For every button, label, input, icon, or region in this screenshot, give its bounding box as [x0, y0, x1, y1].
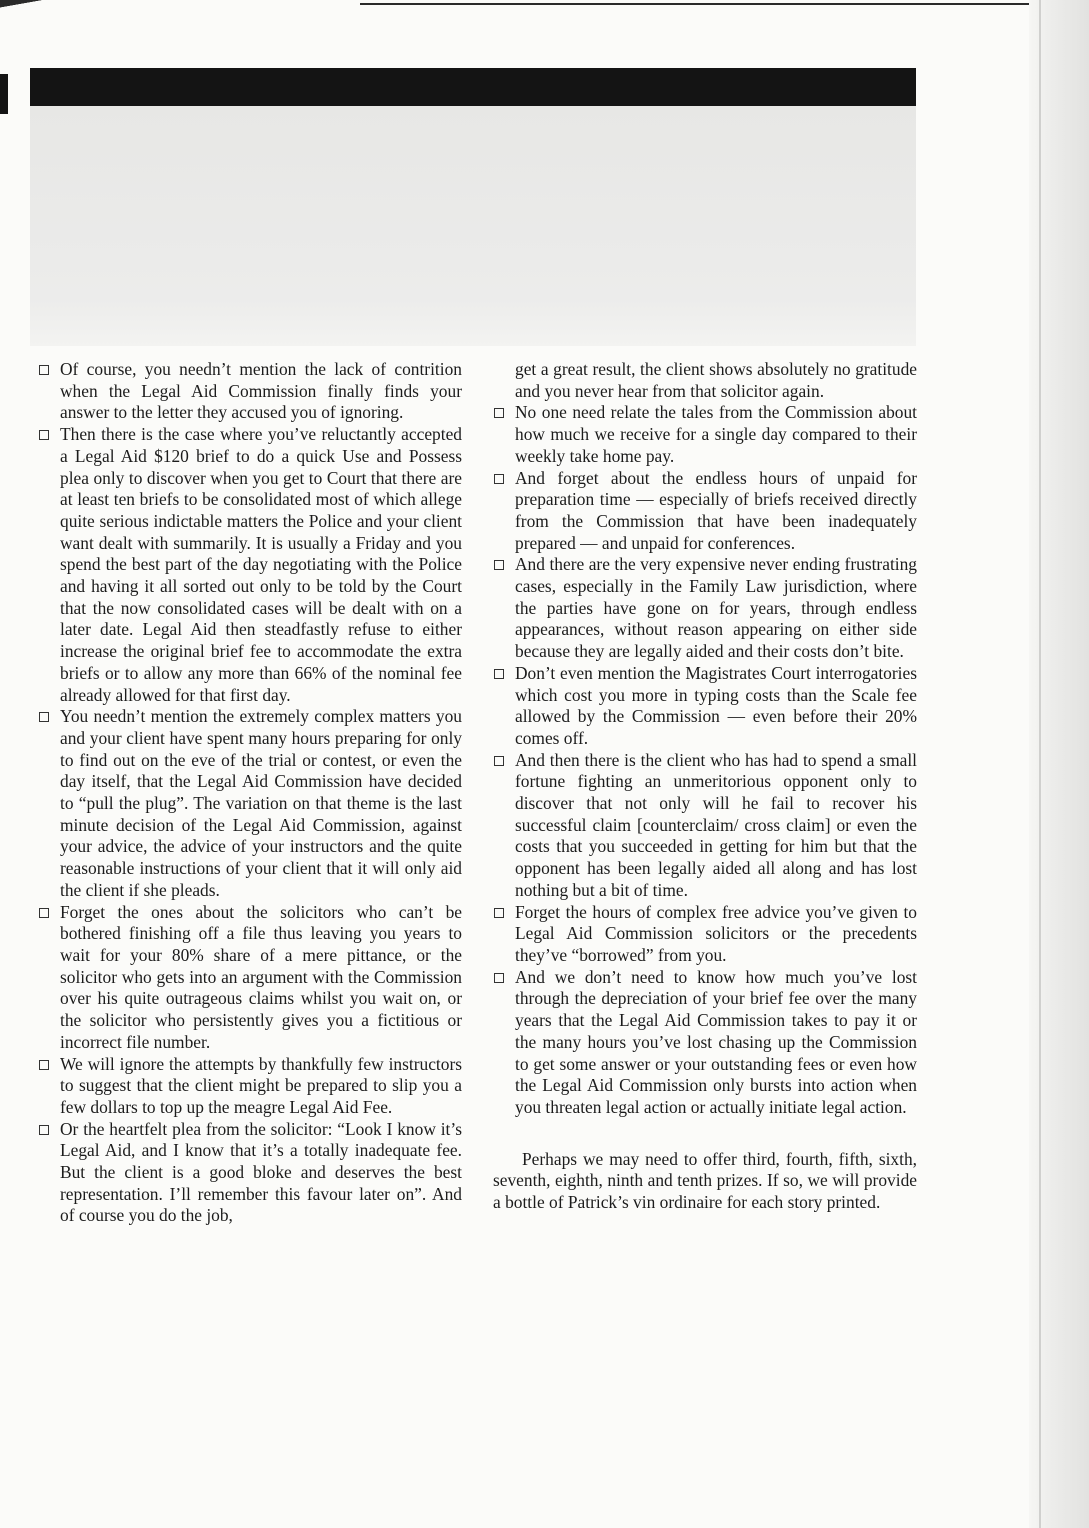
closing-paragraph: Perhaps we may need to offer third, fourth, fifth, sixth, seventh, eighth, ninth and tenth prizes. If so, we will provide a bottle of Patrick’s vin ordinaire for each story printed. [493, 1148, 917, 1213]
item-text: No one need relate the tales from the Commission about how much we receive for a single day compared to their weekly take home pay. [515, 402, 917, 466]
checkbox-icon [494, 560, 504, 570]
right-column [493, 359, 917, 1214]
list-item [38, 902, 462, 1054]
item-text: Forget the hours of complex free advice you’ve given to Legal Aid Commission solicitors or the precedents they’ve “borrowed” from you. [515, 901, 917, 965]
checkbox-icon [494, 408, 504, 418]
checkbox-icon [494, 474, 504, 484]
checkbox-icon [39, 1125, 49, 1135]
checkbox-icon [494, 908, 504, 918]
left-column [38, 359, 462, 1227]
list-item [493, 902, 917, 967]
checkbox-icon [494, 973, 504, 983]
list-item [493, 663, 917, 750]
checkbox-icon [39, 908, 49, 918]
item-text: You needn’t mention the extremely complex matters you and your client have spent many hours preparing for only to find out on the eve of the trial or contest, or even the day itself, that the Legal Aid Commission have decided to “pull the plug”. The variation on that theme is the last minute decision of the Legal Aid Commission, against your advice, the advice of your instructors and the quite reasonable instructions of your client that it will only aid the client if she pleads. [60, 706, 462, 900]
header-image-area [30, 106, 916, 346]
page-edge [1029, 0, 1089, 1528]
item-text: Don’t even mention the Magistrates Court interrogatories which cost you more in typing costs than the Scale fee allowed by the Commission — even before their 20% comes off. [515, 662, 917, 748]
list-item [493, 468, 917, 555]
item-text: Then there is the case where you’ve reluctantly accepted a Legal Aid $120 brief to do a quick Use and Possess plea only to discover when you get to Court that there are at least ten briefs to be consolidated most of which allege quite serious indictable matters the Police and your client want dealt with summarily. It is usually a Friday and you spend the best part of the day negotiating with the Police and having it all sorted out only to be told by the Court that the now consolidated cases will be dealt with on a later date. Legal Aid then steadfastly refuse to either increase the original brief fee to accommodate the extra briefs or to allow any more than 66% of the nominal fee already allowed for that first day. [60, 424, 462, 705]
continued-text: get a great result, the client shows absolutely no gratitude and you never hear from that solicitor again. [515, 359, 917, 401]
item-text: Or the heartfelt plea from the solicitor: “Look I know it’s Legal Aid, and I know that it’s a totally inadequate fee. But the client is a good bloke and deserves the best representation. I’ll remember this favour later on”. And of course you do the job, [60, 1118, 462, 1226]
top-rule [0, 0, 1040, 6]
list-item [38, 706, 462, 901]
list-item [38, 424, 462, 706]
list-item [38, 1119, 462, 1228]
checkbox-icon [39, 365, 49, 375]
item-text: And there are the very expensive never ending frustrating cases, especially in the Family Law jurisdiction, where the parties have gone on for years, through endless appearances, without reason appearing on either side because they are legally aided and their costs don’t bite. [515, 554, 917, 662]
item-text: And forget about the endless hours of unpaid for preparation time — especially of briefs received directly from the Commission that have been inadequately prepared — and unpaid for conferences. [515, 467, 917, 553]
checkbox-icon [494, 669, 504, 679]
list-item [493, 554, 917, 663]
list-item [493, 750, 917, 902]
header-black-bar [30, 68, 916, 106]
item-text: And we don’t need to know how much you’ve lost through the depreciation of your brief fee over the many years that the Legal Aid Commission takes to pay it or the many hours you’ve lost chasing up the Commission to get some answer or your outstanding fees or even how the Legal Aid Commission only bursts into action when you threaten legal action or actually initiate legal action. [515, 966, 917, 1117]
list-item [493, 402, 917, 467]
left-edge-mark [0, 74, 8, 114]
item-text: Of course, you needn’t mention the lack of contrition when the Legal Aid Commission finally finds your answer to the letter they accused you of ignoring. [60, 359, 462, 423]
header-line [360, 3, 1040, 5]
checkbox-icon [494, 756, 504, 766]
checkbox-icon [39, 1060, 49, 1070]
item-text: Forget the ones about the solicitors who can’t be bothered finishing off a file thus leaving you years to wait for your 80% share of a mere pittance, or the solicitor who gets into an argument with the Commission over his quite outrageous claims whilst you wait on, or the solicitor who persistently gives you a fictitious or incorrect file number. [60, 901, 462, 1052]
checkbox-icon [39, 430, 49, 440]
list-item [38, 359, 462, 424]
list-item [493, 967, 917, 1119]
corner-mark [0, 0, 60, 14]
checkbox-icon [39, 712, 49, 722]
item-text: And then there is the client who has had to spend a small fortune fighting an unmeritorious opponent only to discover that not only will he fail to recover his successful claim [counterclaim/ cross claim] or even the costs that you succeeded in getting for him but that the opponent has been legally aided all along and has lost nothing but a bit of time. [515, 749, 917, 900]
item-text: We will ignore the attempts by thankfully few instructors to suggest that the client might be prepared to slip you a few dollars to top up the meagre Legal Aid Fee. [60, 1053, 462, 1117]
list-item [38, 1054, 462, 1119]
